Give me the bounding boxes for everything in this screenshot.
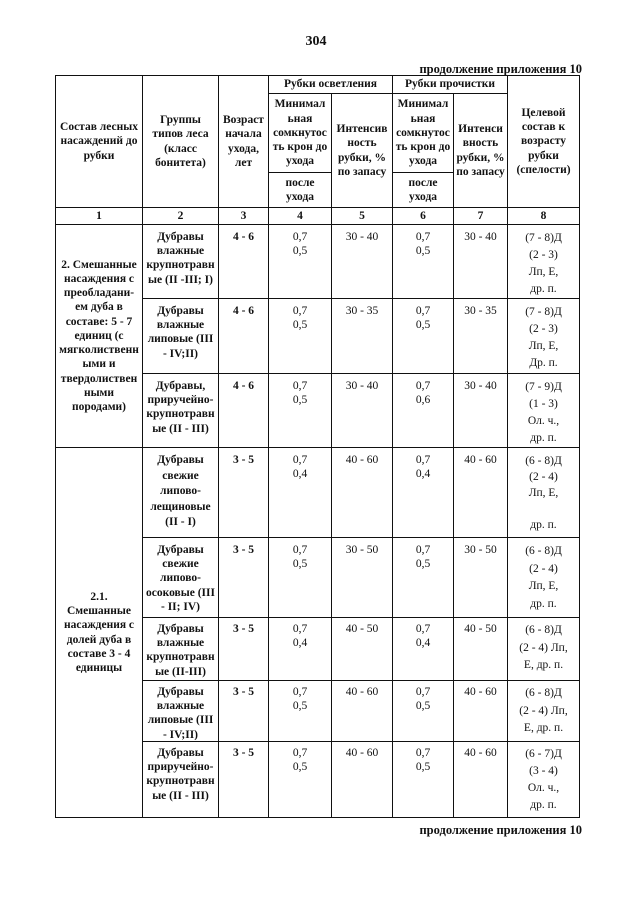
table-row-4-forest-type: Дубравы свежие липово- осоковые (III - II; IV)	[146, 544, 215, 613]
table-row-2-proch-intensity: 30 - 40	[464, 380, 497, 392]
header-osv-min-density: Минимал ьная сомкнутос ть крон до ухода	[272, 98, 328, 168]
column-number-8: 8	[540, 209, 547, 222]
table-row-3-proch-density: 0,7 0,4	[415, 454, 431, 481]
table-row-0-target: (7 - 8)Д (2 - 3) Лп, Е, др. п.	[525, 232, 562, 295]
table-row-1-osv-density: 0,7 0,5	[292, 305, 308, 332]
table-row-2-age: 4 - 6	[232, 380, 255, 392]
header-proch-min-density: Минимал ьная сомкнутос ть крон до ухода	[395, 98, 451, 168]
table-row-7-osv-intensity: 40 - 60	[345, 747, 379, 759]
table-row-1-proch-density: 0,7 0,5	[415, 305, 431, 332]
table-row-0-proch-intensity: 30 - 40	[464, 231, 497, 243]
table-row-0-osv-intensity: 30 - 40	[345, 231, 379, 243]
table-row-6-osv-intensity: 40 - 60	[345, 686, 379, 698]
header-target-composition: Целевой состав к возрасту рубки (спелости)	[516, 106, 571, 176]
table-row-7-osv-density: 0,7 0,5	[292, 747, 308, 774]
table-row-6-target: (6 - 8)Д (2 - 4) Лп, Е, др. п.	[519, 687, 568, 734]
column-number-3: 3	[240, 209, 247, 222]
table-row-6-proch-density: 0,7 0,5	[415, 686, 431, 713]
table-row-7-forest-type: Дубравы приручейно- крупнотравн ые (II - III)	[146, 747, 215, 802]
header-forest-type: Группы типов леса (класс бонитета)	[152, 114, 209, 169]
table-row-0-age: 4 - 6	[232, 231, 255, 243]
table-row-5-proch-density: 0,7 0,4	[415, 623, 431, 650]
table-row-3-age: 3 - 5	[232, 454, 255, 466]
table-row-2-osv-intensity: 30 - 40	[345, 380, 379, 392]
header-group-prochistka: Рубки прочистки	[404, 78, 496, 91]
table-row-2-forest-type: Дубравы, приручейно- крупнотравн ые (II - III)	[146, 380, 215, 435]
table-row-0-osv-density: 0,7 0,5	[292, 231, 308, 258]
table-row-3-osv-intensity: 40 - 60	[345, 454, 379, 466]
header-osv-intensity: Интенсив ность рубки, % по запасу	[336, 123, 388, 178]
table-row-5-forest-type: Дубравы влажные крупнотравн ые (II-III)	[146, 623, 215, 678]
header-proch-intensity: Интенси вность рубки, % по запасу	[456, 123, 505, 178]
continuation-note-bottom: продолжение приложения 10	[419, 823, 582, 837]
column-number-1: 1	[96, 209, 102, 222]
header-composition: Состав лесных насаждений до рубки	[60, 121, 138, 162]
table-row-3-proch-intensity: 40 - 60	[464, 454, 497, 466]
column-number-5: 5	[359, 209, 365, 222]
table-row-1-osv-intensity: 30 - 35	[345, 305, 379, 317]
header-group-osvetlenie: Рубки осветления	[283, 78, 378, 91]
table-row-1-target: (7 - 8)Д (2 - 3) Лп, Е, Др. п.	[525, 306, 562, 369]
table-row-5-proch-intensity: 40 - 50	[464, 623, 497, 635]
continuation-note-top: продолжение приложения 10	[419, 62, 582, 76]
table-row-0-proch-density: 0,7 0,5	[415, 231, 431, 258]
table-row-6-forest-type: Дубравы влажные липовые (III - IV;II)	[147, 686, 214, 740]
table-row-6-proch-intensity: 40 - 60	[464, 686, 497, 698]
table-row-7-proch-intensity: 40 - 60	[464, 747, 497, 759]
table-row-1-proch-intensity: 30 - 35	[464, 305, 497, 317]
table-row-6-osv-density: 0,7 0,5	[292, 686, 308, 713]
header-start-age: Возраст начала ухода, лет	[223, 114, 264, 169]
table-row-6-age: 3 - 5	[232, 686, 255, 698]
table-row-5-target: (6 - 8)Д (2 - 4) Лп, Е, др. п.	[519, 624, 568, 671]
table-row-5-age: 3 - 5	[232, 623, 255, 635]
page-number: 304	[305, 34, 327, 49]
table-row-2-proch-density: 0,7 0,6	[415, 380, 431, 407]
table-row-3-osv-density: 0,7 0,4	[292, 454, 308, 481]
table-row-7-proch-density: 0,7 0,5	[415, 747, 431, 774]
column-number-2: 2	[177, 209, 184, 222]
table-row-4-proch-density: 0,7 0,5	[415, 544, 431, 571]
group-composition-1: 2. Смешанные насаждения с преобладани- ем дуба в составе: 5 - 7 единиц (с мягколиственн ыми и твердолиствен ными породами)	[59, 258, 139, 413]
table-row-4-osv-intensity: 30 - 50	[345, 544, 379, 556]
table-row-5-osv-intensity: 40 - 50	[345, 623, 379, 635]
header-osv-after: после ухода	[285, 176, 315, 203]
table-row-3-target: (6 - 8)Д (2 - 4) Лп, Е, др. п.	[525, 455, 562, 531]
table-row-7-age: 3 - 5	[232, 747, 255, 759]
table-row-4-osv-density: 0,7 0,5	[292, 544, 308, 571]
group-composition-2: 2.1. Смешанные насаждения с долей дуба в составе 3 - 4 единицы	[63, 590, 135, 674]
column-number-4: 4	[297, 209, 303, 222]
table-row-4-proch-intensity: 30 - 50	[464, 544, 497, 556]
table-row-2-target: (7 - 9)Д (1 - 3) Ол. ч., др. п.	[525, 381, 562, 444]
table-row-0-forest-type: Дубравы влажные крупнотравн ые (II -III; I)	[146, 231, 215, 286]
table-row-2-osv-density: 0,7 0,5	[292, 380, 308, 407]
table-row-7-target: (6 - 7)Д (3 - 4) Ол. ч., др. п.	[525, 748, 562, 811]
column-number-6: 6	[420, 209, 426, 222]
table-row-4-target: (6 - 8)Д (2 - 4) Лп, Е, др. п.	[525, 545, 562, 610]
table-row-1-forest-type: Дубравы влажные липовые (III - IV;II)	[147, 305, 214, 360]
table-row-1-age: 4 - 6	[232, 305, 255, 317]
table-row-4-age: 3 - 5	[232, 544, 255, 556]
column-number-7: 7	[477, 209, 484, 222]
table-row-3-forest-type: Дубравы свежие липово- лещиновые (II - I)	[150, 454, 211, 528]
header-proch-after: после ухода	[408, 176, 438, 203]
table-row-5-osv-density: 0,7 0,4	[292, 623, 308, 650]
